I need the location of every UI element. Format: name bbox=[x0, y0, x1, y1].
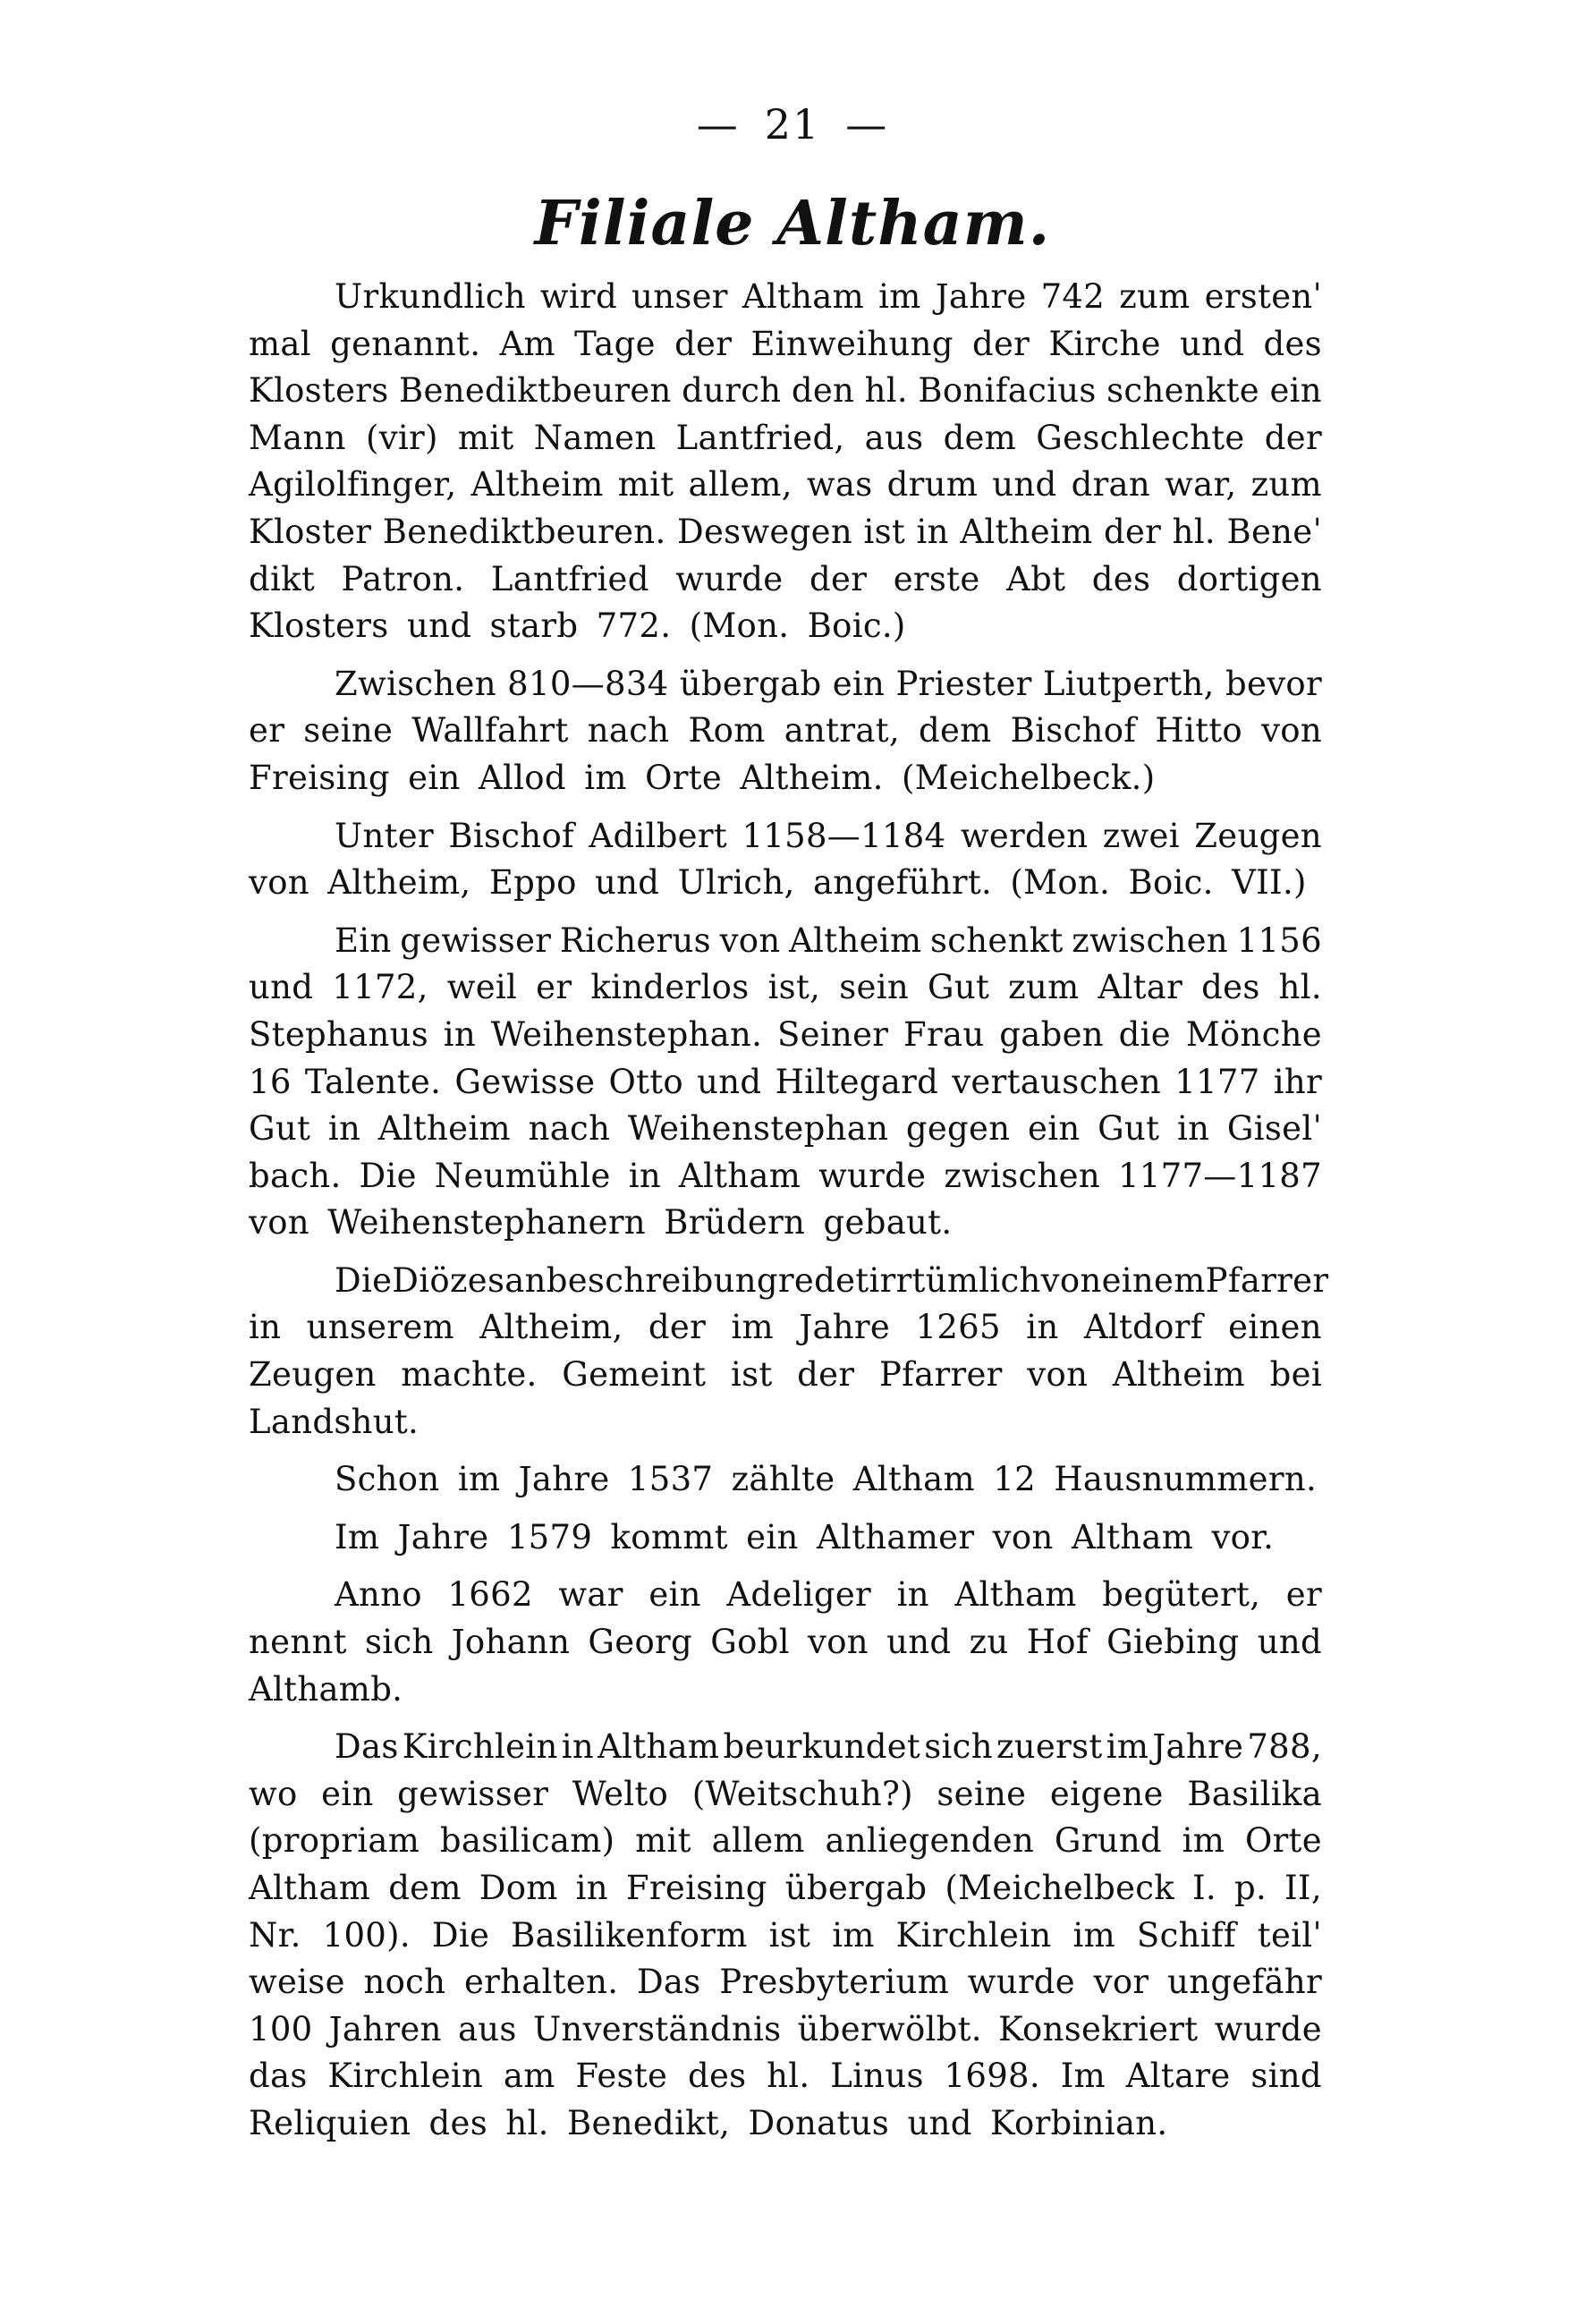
paragraph bbox=[249, 661, 1322, 802]
paragraph bbox=[249, 1724, 1322, 2147]
text-line: nennt sich Johann Georg Gobl von und zu Hof Giebing und bbox=[249, 1623, 1322, 1662]
text-line: Klosters und starb 772. (Mon. Boic.) bbox=[249, 606, 906, 646]
paragraph-gap bbox=[249, 650, 1322, 661]
text-line: er seine Wallfahrt nach Rom antrat, dem Bischof Hitto von bbox=[249, 711, 1322, 751]
paragraph-gap bbox=[249, 1446, 1322, 1456]
page-number-value: 21 bbox=[764, 100, 821, 148]
text-line: Zeugen machte. Gemeint ist der Pfarrer von Altheim bei bbox=[249, 1355, 1322, 1395]
text-line: Reliquien des hl. Benedikt, Donatus und Korbinian. bbox=[249, 2103, 1168, 2142]
text-line: Freising ein Allod im Orte Altheim. (Meichelbeck.) bbox=[249, 758, 1156, 797]
paragraph-gap bbox=[249, 802, 1322, 813]
paragraph bbox=[249, 274, 1322, 650]
page-number-dash-left: — bbox=[696, 100, 740, 148]
paragraph-gap bbox=[249, 1504, 1322, 1514]
text-line: Im Jahre 1579 kommt ein Althamer von Altham vor. bbox=[335, 1517, 1275, 1556]
text-line: 100 Jahren aus Unverständnis überwölbt. Konsekriert wurde bbox=[249, 2009, 1322, 2048]
paragraph-gap bbox=[249, 1561, 1322, 1572]
text-line: Stephanus in Weihenstephan. Seiner Frau gaben die Mönche bbox=[249, 1014, 1322, 1054]
text-line: Ein gewisser Richerus von Altheim schenkt zwischen 1156 bbox=[335, 920, 1322, 960]
text-line: von Weihenstephanern Brüdern gebaut. bbox=[249, 1203, 953, 1243]
text-line: Anno 1662 war ein Adeliger in Altham begütert, er bbox=[335, 1575, 1322, 1615]
paragraph bbox=[249, 918, 1322, 1247]
text-line: Das Kirchlein in Altham beurkundet sich zuerst im Jahre 788, bbox=[335, 1727, 1322, 1767]
text-line: wo ein gewisser Welto (Weitschuh?) seine eigene Basilika bbox=[249, 1774, 1322, 1813]
text-line: Schon im Jahre 1537 zählte Altham 12 Hausnummern. bbox=[335, 1460, 1318, 1499]
text-line: weise noch erhalten. Das Presbyterium wurde vor ungefähr bbox=[249, 1963, 1322, 2002]
text-line: von Altheim, Eppo und Ulrich, angeführt. (Mon. Boic. VII.) bbox=[249, 863, 1307, 903]
text-line: mal genannt. Am Tage der Einweihung der Kirche und des bbox=[249, 324, 1322, 363]
paragraph bbox=[249, 1456, 1322, 1504]
text-line: (propriam basilicam) mit allem anliegenden Grund im Orte bbox=[249, 1821, 1322, 1861]
paragraph-gap bbox=[249, 907, 1322, 918]
text-line: Althamb. bbox=[249, 1669, 403, 1709]
section-title: Filiale Altham. bbox=[534, 188, 1051, 259]
text-line: Landshut. bbox=[249, 1402, 420, 1441]
text-line: Urkundlich wird unser Altham im Jahre 742 zum erstenˈ bbox=[335, 277, 1322, 316]
text-line: Unter Bischof Adilbert 1158—1184 werden zwei Zeugen bbox=[335, 816, 1322, 855]
text-line: 16 Talente. Gewisse Otto und Hiltegard vertauschen 1177 ihr bbox=[249, 1062, 1322, 1101]
text-line: Mann (vir) mit Namen Lantfried, aus dem Geschlechte der bbox=[249, 418, 1322, 457]
text-line: Zwischen 810—834 übergab ein Priester Liutperth, bevor bbox=[335, 664, 1322, 703]
text-line: dikt Patron. Lantfried wurde der erste Abt des dortigen bbox=[249, 559, 1322, 598]
text-line: Nr. 100). Die Basilikenform ist im Kirchlein im Schiff teilˈ bbox=[249, 1915, 1322, 1955]
text-line: bach. Die Neumühle in Altham wurde zwischen 1177—1187 bbox=[249, 1156, 1322, 1195]
text-line: Kloster Benediktbeuren. Deswegen ist in Altheim der hl. Beneˈ bbox=[249, 512, 1322, 551]
text-line: das Kirchlein am Feste des hl. Linus 1698. Im Altare sind bbox=[249, 2057, 1322, 2096]
text-line: Klosters Benediktbeuren durch den hl. Bonifacius schenkte ein bbox=[249, 371, 1322, 411]
body-text bbox=[249, 274, 1329, 2148]
paragraph bbox=[249, 813, 1322, 907]
text-line: in unserem Altheim, der im Jahre 1265 in Altdorf einen bbox=[249, 1308, 1322, 1347]
text-line: Agilolfinger, Altheim mit allem, was drum und dran war, zum bbox=[249, 465, 1322, 505]
text-line: Die Diözesanbeschreibung redet irrtümlich von einem Pfarrer bbox=[335, 1260, 1329, 1300]
text-line: und 1172, weil er kinderlos ist, sein Gut zum Altar des hl. bbox=[249, 968, 1322, 1007]
paragraph-gap bbox=[249, 1247, 1322, 1258]
page-number bbox=[0, 100, 1585, 148]
page-number-dash-right: — bbox=[845, 100, 889, 148]
text-line: Altham dem Dom in Freising übergab (Meichelbeck I. p. II, bbox=[249, 1869, 1322, 1907]
paragraph-gap bbox=[249, 1713, 1322, 1724]
paragraph bbox=[249, 1514, 1322, 1562]
paragraph bbox=[249, 1258, 1329, 1446]
text-line: Gut in Altheim nach Weihenstephan gegen ein Gut in Giselˈ bbox=[249, 1109, 1322, 1149]
paragraph bbox=[249, 1572, 1322, 1713]
